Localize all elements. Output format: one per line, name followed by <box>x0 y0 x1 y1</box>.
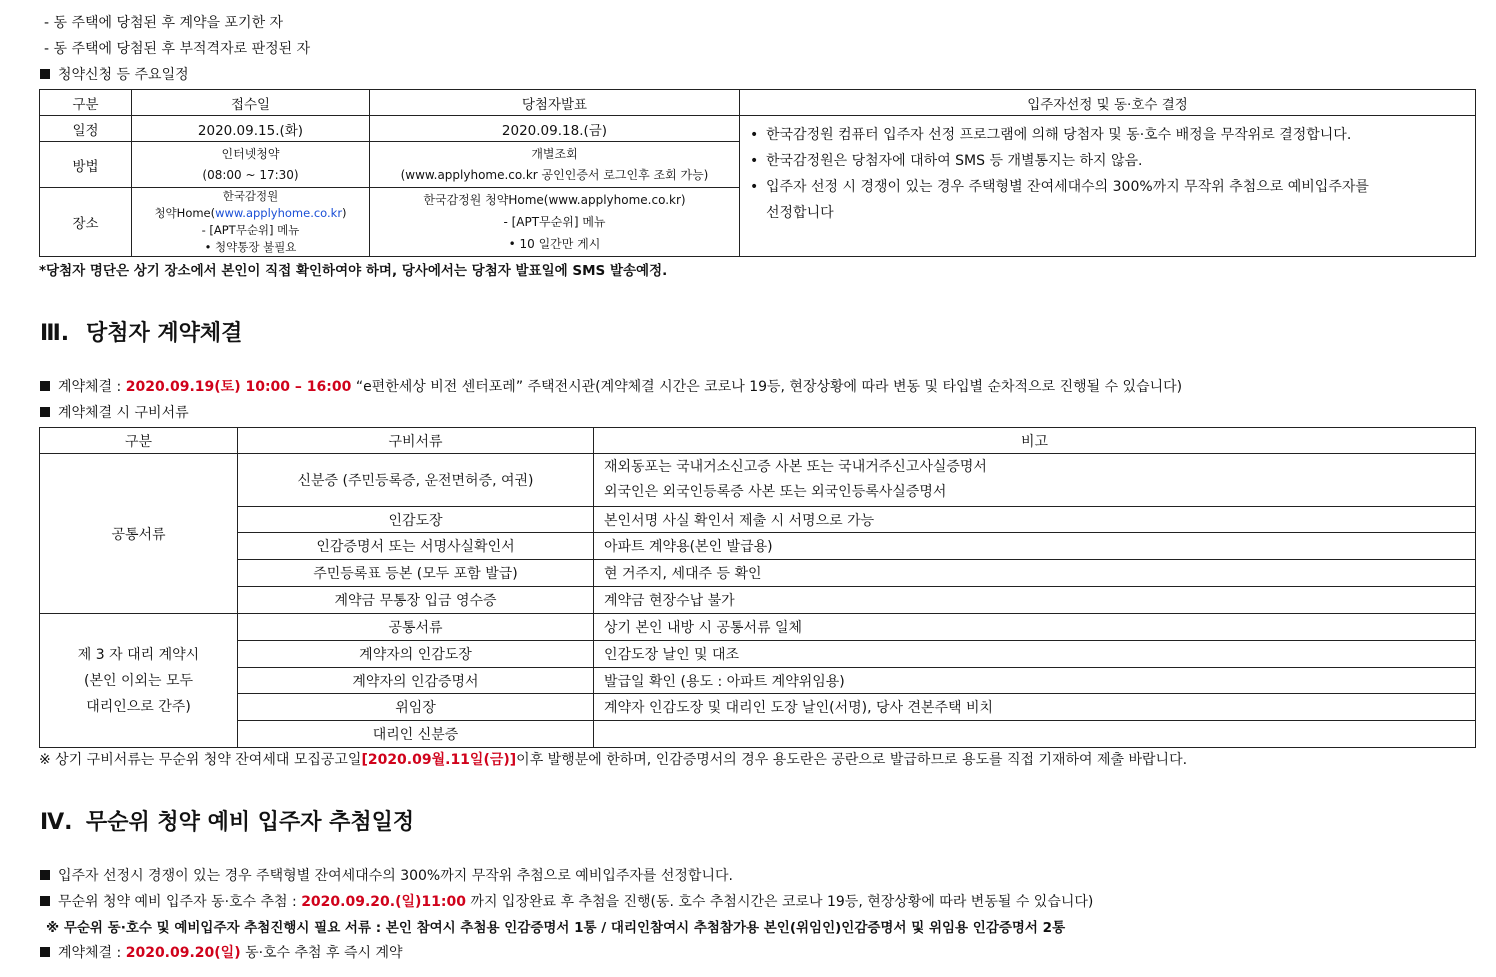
table-row-note: 계약금 현장수납 불가 <box>594 587 1476 614</box>
receipt-place-1: 한국감정원 <box>222 189 279 203</box>
table-row-doc: 위임장 <box>238 694 594 721</box>
docs-heading-text: 계약체결 시 구비서류 <box>58 405 189 421</box>
table-row-doc: 공통서류 <box>238 614 594 641</box>
contract-date-2: 2020.09.20(일) <box>125 945 241 961</box>
announce-place <box>370 188 740 257</box>
table-row-doc: 주민등록표 등본 (모두 포함 발급) <box>238 560 594 587</box>
section-4-line-1 <box>40 866 733 886</box>
selection-notes <box>740 116 1476 257</box>
receipt-place-2c: ) <box>342 206 347 220</box>
announce-place-2: - [APT무순위] 메뉴 <box>503 215 606 229</box>
docs-footnote-date: [2020.09월.11일(금)] <box>361 752 517 768</box>
section-4-line-1-text: 입주자 선정시 경쟁이 있는 경우 주택형별 잔여세대수의 300%까지 무작위 추첨으로 예비입주자를 선정합니다. <box>58 868 733 884</box>
announce-date: 2020.09.18.(금) <box>370 116 740 142</box>
section-4-line-2 <box>40 892 1093 912</box>
table-row-doc: 계약자의 인감도장 <box>238 641 594 668</box>
schedule-header-announce: 당첨자발표 <box>370 90 740 116</box>
section-3-title-text: 당첨자 계약체결 <box>86 321 243 346</box>
schedule-header-receipt: 접수일 <box>132 90 370 116</box>
square-bullet-icon <box>40 947 50 957</box>
common-docs-label: 공통서류 <box>40 454 238 614</box>
table-row-note <box>594 454 1476 507</box>
proxy-label-3: 대리인으로 간주) <box>86 698 191 715</box>
square-bullet-icon <box>40 896 50 906</box>
square-bullet-icon <box>40 870 50 880</box>
section-3-title <box>40 316 242 347</box>
receipt-method <box>132 142 370 188</box>
proxy-label-2: (본인 이외는 모두 <box>83 672 194 689</box>
contract-label: 계약체결 : <box>58 379 122 395</box>
note-line-2: 외국인은 외국인등록증 사본 또는 외국인등록사실증명서 <box>604 484 947 500</box>
table-row-note <box>594 721 1476 748</box>
announce-place-3: • 10 일간만 게시 <box>508 237 601 251</box>
section-4-title <box>40 805 414 836</box>
square-bullet-icon <box>40 407 50 417</box>
receipt-method-2: (08:00 ~ 17:30) <box>202 167 299 182</box>
table-row-doc: 인감도장 <box>238 507 594 533</box>
receipt-place-3: - [APT무순위] 메뉴 <box>201 223 300 237</box>
section-4-line-3: ※ 무순위 동·호수 및 예비입주자 추첨진행시 필요 서류 : 본인 참여시 추첨용 인감증명서 1통 / 대리인참여시 추첨참가용 본인(위임인)인감증명서 및 위임용 인감증명서 2통 <box>46 920 1066 936</box>
draw-detail: 까지 입장완료 후 추첨을 진행(동. 호수 추첨시간은 코로나 19등, 현장상황에 따라 변동될 수 있습니다) <box>470 894 1094 910</box>
contract-detail-2: 동·호수 추첨 후 즉시 계약 <box>245 945 403 961</box>
table-row-doc: 계약금 무통장 입금 영수증 <box>238 587 594 614</box>
row-date-label: 일정 <box>40 116 132 142</box>
schedule-table <box>39 89 1476 257</box>
proxy-label-1: 제 3 자 대리 계약시 <box>77 646 200 663</box>
intro-line-1: - 동 주택에 당첨된 후 계약을 포기한 자 <box>44 15 284 31</box>
selection-note-4-text: 선정합니다 <box>766 205 834 221</box>
square-bullet-icon <box>40 381 50 391</box>
docs-header-document: 구비서류 <box>238 428 594 454</box>
intro-line-2: - 동 주택에 당첨된 후 부적격자로 판정된 자 <box>44 41 311 57</box>
selection-note-3: • 입주자 선정 시 경쟁이 있는 경우 주택형별 잔여세대수의 300%까지 무작위 추첨으로 예비입주자를 <box>750 174 1467 200</box>
row-method-label: 방법 <box>40 142 132 188</box>
receipt-place-2 <box>136 205 365 222</box>
section-4-title-text: 무순위 청약 예비 입주자 추첨일정 <box>86 810 415 835</box>
schedule-heading-text: 청약신청 등 주요일정 <box>58 67 189 83</box>
table-row-note: 계약자 인감도장 및 대리인 도장 날인(서명), 당사 견본주택 비치 <box>594 694 1476 721</box>
selection-note-1: • 한국감정원 컴퓨터 입주자 선정 프로그램에 의해 당첨자 및 동·호수 배정을 무작위로 결정합니다. <box>750 122 1467 148</box>
table-row-note: 발급일 확인 (용도 : 아파트 계약위임용) <box>594 668 1476 694</box>
docs-heading <box>40 403 189 423</box>
receipt-place-4: • 청약통장 불필요 <box>204 240 297 254</box>
section-4-numeral: Ⅳ. <box>40 810 73 835</box>
announce-method-2: (www.applyhome.co.kr 공인인증서 로그인후 조회 가능) <box>400 167 709 182</box>
receipt-place-2a: 청약Home( <box>154 206 216 220</box>
draw-label: 무순위 청약 예비 입주자 동·호수 추첨 : <box>58 894 297 910</box>
applyhome-link[interactable]: www.applyhome.co.kr <box>215 206 343 220</box>
row-place-label: 장소 <box>40 188 132 257</box>
schedule-heading <box>40 65 189 85</box>
square-bullet-icon <box>40 69 50 79</box>
docs-footnote <box>39 750 1187 770</box>
table-row-note: 현 거주지, 세대주 등 확인 <box>594 560 1476 587</box>
docs-header-note: 비고 <box>594 428 1476 454</box>
receipt-date: 2020.09.15.(화) <box>132 116 370 142</box>
docs-table <box>39 427 1476 748</box>
table-row-doc: 신분증 (주민등록증, 운전면허증, 여권) <box>238 454 594 507</box>
contract-label-2: 계약체결 : <box>58 945 122 961</box>
section-3-numeral: Ⅲ. <box>40 321 70 346</box>
schedule-header-category: 구분 <box>40 90 132 116</box>
table-row-note: 본인서명 사실 확인서 제출 시 서명으로 가능 <box>594 507 1476 533</box>
table-row-note: 인감도장 날인 및 대조 <box>594 641 1476 668</box>
note-line-1: 재외동포는 국내거소신고증 사본 또는 국내거주신고사실증명서 <box>604 459 987 475</box>
table-row-doc: 계약자의 인감증명서 <box>238 668 594 694</box>
table-row-note: 상기 본인 내방 시 공통서류 일체 <box>594 614 1476 641</box>
table-row-note: 아파트 계약용(본인 발급용) <box>594 533 1476 560</box>
draw-date: 2020.09.20.(일)11:00 <box>301 894 466 910</box>
docs-footnote-post: 이후 발행분에 한하며, 인감증명서의 경우 용도란은 공란으로 발급하므로 용도를 직접 기재하여 제출 바랍니다. <box>516 752 1188 768</box>
proxy-docs-label <box>40 614 238 748</box>
table-row-doc: 대리인 신분증 <box>238 721 594 748</box>
contract-line <box>40 377 1182 397</box>
schedule-header-selection: 입주자선정 및 동·호수 결정 <box>740 90 1476 116</box>
docs-header-category: 구분 <box>40 428 238 454</box>
announce-method-1: 개별조회 <box>531 146 578 161</box>
receipt-method-1: 인터넷청약 <box>221 146 280 161</box>
table-row-doc: 인감증명서 또는 서명사실확인서 <box>238 533 594 560</box>
contract-date: 2020.09.19(토) 10:00 – 16:00 <box>125 379 352 395</box>
selection-note-2: • 한국감정원은 당첨자에 대하여 SMS 등 개별통지는 하지 않음. <box>750 148 1467 174</box>
selection-note-4 <box>750 200 1467 226</box>
announce-method <box>370 142 740 188</box>
contract-detail: “e편한세상 비전 센터포레” 주택전시관(계약체결 시간은 코로나 19등, 현장상황에 따라 변동 및 타입별 순차적으로 진행될 수 있습니다) <box>355 379 1183 395</box>
section-4-line-4 <box>40 943 403 963</box>
winner-notice: *당첨자 명단은 상기 장소에서 본인이 직접 확인하여야 하며, 당사에서는 당첨자 발표일에 SMS 발송예정. <box>39 263 668 279</box>
docs-footnote-pre: ※ 상기 구비서류는 무순위 청약 잔여세대 모집공고일 <box>39 752 362 768</box>
receipt-place <box>132 188 370 257</box>
announce-place-1: 한국감정원 청약Home(www.applyhome.co.kr) <box>423 193 686 207</box>
